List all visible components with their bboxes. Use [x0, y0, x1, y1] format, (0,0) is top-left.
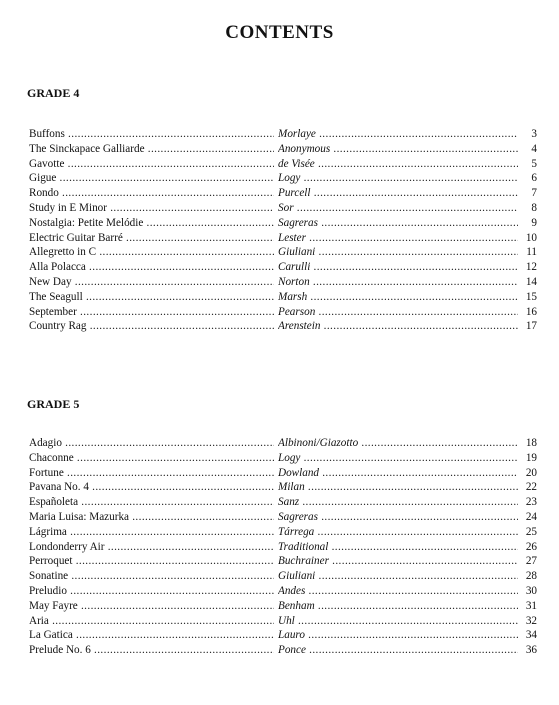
piece-title: Alla Polacca ..... — [29, 260, 274, 275]
composer-name: Carulli ..... — [278, 260, 518, 275]
piece-title: Electric Guitar Barré ..... — [29, 231, 274, 246]
grade-4-heading: GRADE 4 — [27, 86, 80, 100]
composer-name: Sagreras ..... — [278, 216, 518, 231]
page-number: 25 — [525, 525, 537, 538]
contents-entry — [29, 554, 537, 569]
page-number: 4 — [531, 142, 537, 155]
contents-entry — [29, 569, 537, 584]
composer-name: Tárrega ..... — [278, 525, 518, 540]
composer-name: Benham ..... — [278, 599, 518, 614]
piece-title: September ..... — [29, 305, 274, 320]
contents-entry — [29, 245, 537, 260]
composer-name: Traditional ..... — [278, 540, 518, 555]
piece-title: Gavotte ..... — [29, 157, 274, 172]
composer-name: Marsh ..... — [278, 290, 518, 305]
page-number: 8 — [531, 201, 537, 214]
piece-title: Adagio ..... — [29, 436, 274, 451]
contents-entry — [29, 510, 537, 525]
contents-entry — [29, 480, 537, 495]
composer-name: Norton ..... — [278, 275, 518, 290]
page-number: 15 — [525, 290, 537, 303]
piece-title: Study in E Minor ..... — [29, 201, 274, 216]
composer-name: Purcell ..... — [278, 186, 518, 201]
piece-title: Españoleta ..... — [29, 495, 274, 510]
page-number: 19 — [525, 451, 537, 464]
composer-name: Giuliani ..... — [278, 569, 518, 584]
contents-entry — [29, 643, 537, 658]
contents-entry — [29, 290, 537, 305]
grade-5-heading: GRADE 5 — [27, 397, 80, 411]
contents-entry — [29, 171, 537, 186]
page-title: CONTENTS — [225, 22, 334, 43]
piece-title: Maria Luisa: Mazurka ..... — [29, 510, 274, 525]
piece-title: Country Rag ..... — [29, 319, 274, 334]
contents-entry — [29, 157, 537, 172]
contents-entry — [29, 584, 537, 599]
piece-title: May Fayre ..... — [29, 599, 274, 614]
composer-name: Pearson ..... — [278, 305, 518, 320]
contents-entry — [29, 466, 537, 481]
composer-name: Sanz ..... — [278, 495, 518, 510]
composer-name: Buchrainer ..... — [278, 554, 518, 569]
piece-title: Lágrima ..... — [29, 525, 274, 540]
page-number: 23 — [525, 496, 537, 509]
contents-entry — [29, 451, 537, 466]
page-number: 12 — [525, 261, 537, 274]
contents-entry — [29, 599, 537, 614]
composer-name: Arenstein ..... — [278, 319, 518, 334]
page-number: 30 — [525, 584, 537, 597]
contents-entry — [29, 628, 537, 643]
contents-entry — [29, 614, 537, 629]
piece-title: Sonatine ..... — [29, 569, 274, 584]
page-number: 6 — [531, 172, 537, 185]
contents-entry — [29, 540, 537, 555]
grade-5-list — [29, 436, 537, 658]
page-number: 24 — [525, 510, 537, 523]
contents-entry — [29, 201, 537, 216]
page-number: 18 — [525, 437, 537, 449]
page-number: 36 — [525, 644, 537, 657]
composer-name: Ponce ..... — [278, 643, 518, 658]
contents-entry — [29, 436, 537, 451]
composer-name: Anonymous ..... — [278, 142, 518, 157]
piece-title: Buffons ..... — [29, 127, 274, 142]
composer-name: Uhl ..... — [278, 614, 518, 629]
piece-title: Perroquet ..... — [29, 554, 274, 569]
composer-name: Albinoni/Giazotto ..... — [278, 436, 518, 451]
page-number: 16 — [525, 305, 537, 318]
piece-title: La Gatica ..... — [29, 628, 274, 643]
composer-name: Dowland ..... — [278, 466, 518, 481]
contents-entry — [29, 186, 537, 201]
composer-name: Morlaye ..... — [278, 127, 518, 142]
contents-entry — [29, 142, 537, 157]
contents-entry — [29, 319, 537, 334]
contents-entry — [29, 216, 537, 231]
piece-title: Chaconne ..... — [29, 451, 274, 466]
piece-title: Pavana No. 4 ..... — [29, 480, 274, 495]
page-number: 9 — [531, 216, 537, 229]
piece-title: Allegretto in C ..... — [29, 245, 274, 260]
page-number: 28 — [525, 570, 537, 583]
composer-name: Lester ..... — [278, 231, 518, 246]
piece-title: Gigue ..... — [29, 171, 274, 186]
contents-entry — [29, 305, 537, 320]
page-number: 27 — [525, 555, 537, 568]
page-number: 11 — [526, 246, 537, 259]
page-number: 7 — [531, 187, 537, 200]
composer-name: Andes ..... — [278, 584, 518, 599]
composer-name: Logy ..... — [278, 171, 518, 186]
page-number: 14 — [525, 275, 537, 288]
page-number: 22 — [525, 481, 537, 494]
piece-title: Preludio ..... — [29, 584, 274, 599]
contents-entry — [29, 231, 537, 246]
composer-name: Sagreras ..... — [278, 510, 518, 525]
contents-entry — [29, 495, 537, 510]
piece-title: Fortune ..... — [29, 466, 274, 481]
contents-entry — [29, 260, 537, 275]
contents-entry — [29, 525, 537, 540]
grade-4-list — [29, 127, 537, 334]
contents-entry — [29, 275, 537, 290]
page-number: 17 — [525, 320, 537, 333]
composer-name: Logy ..... — [278, 451, 518, 466]
composer-name: Milan ..... — [278, 480, 518, 495]
piece-title: Aria ..... — [29, 614, 274, 629]
composer-name: de Visée ..... — [278, 157, 518, 172]
page-number: 26 — [525, 540, 537, 553]
page-number: 10 — [525, 231, 537, 244]
piece-title: The Seagull ..... — [29, 290, 274, 305]
piece-title: Nostalgia: Petite Melódie ..... — [29, 216, 274, 231]
piece-title: Rondo ..... — [29, 186, 274, 201]
contents-entry — [29, 127, 537, 142]
piece-title: Londonderry Air ..... — [29, 540, 274, 555]
page-number: 20 — [525, 466, 537, 479]
page-number: 5 — [531, 157, 537, 170]
composer-name: Sor ..... — [278, 201, 518, 216]
piece-title: Prelude No. 6 ..... — [29, 643, 274, 658]
page-number: 32 — [525, 614, 537, 627]
page-number: 31 — [525, 599, 537, 612]
composer-name: Giuliani ..... — [278, 245, 518, 260]
page-number: 34 — [525, 629, 537, 642]
page-number: 3 — [531, 128, 537, 140]
composer-name: Lauro ..... — [278, 628, 518, 643]
piece-title: The Sinckapace Galliarde ..... — [29, 142, 274, 157]
piece-title: New Day ..... — [29, 275, 274, 290]
